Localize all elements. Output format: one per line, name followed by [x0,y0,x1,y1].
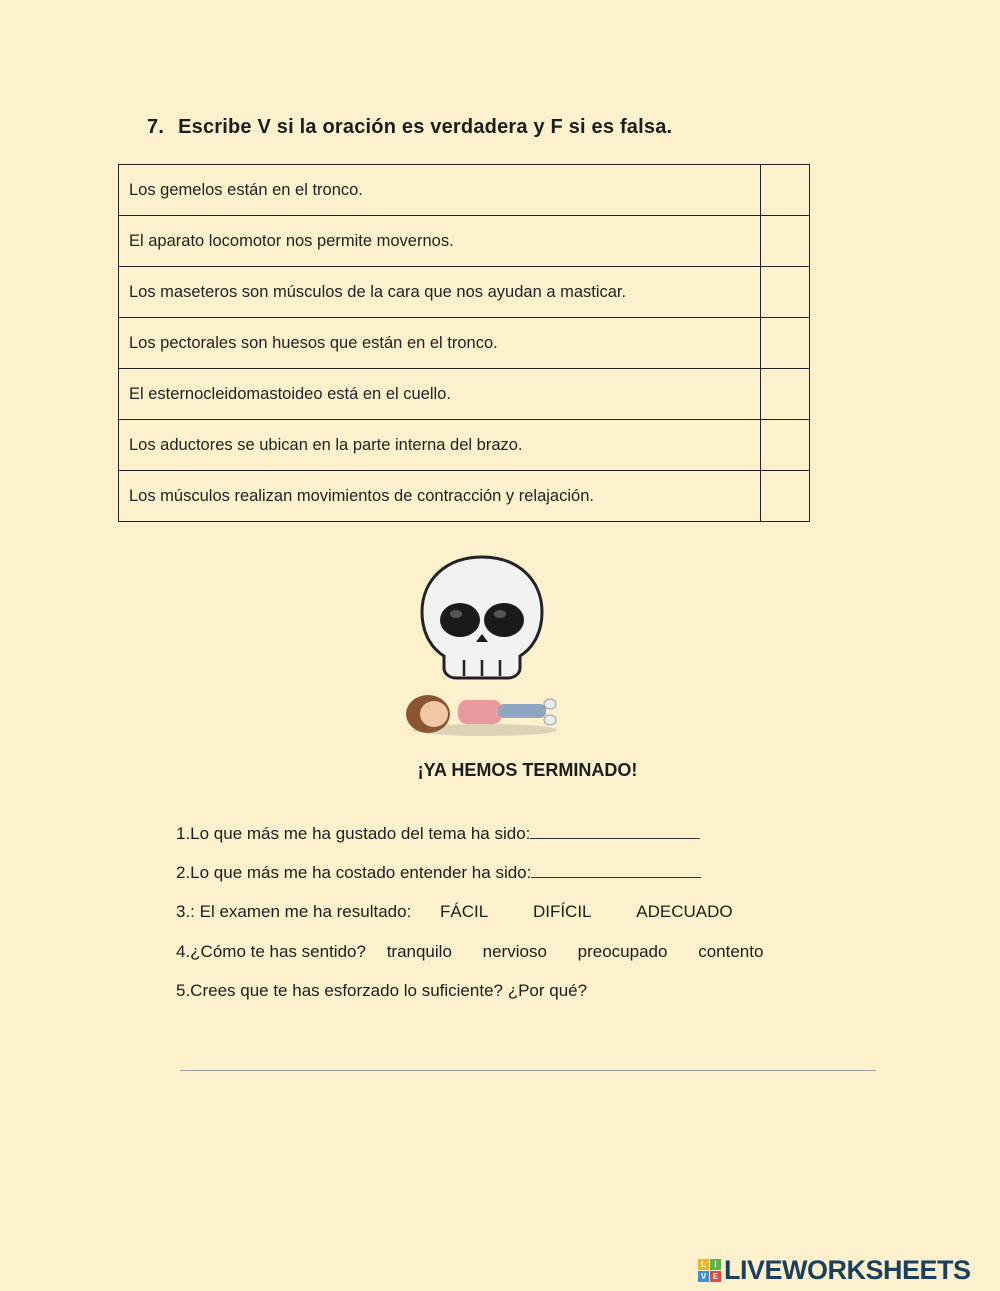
answer-input[interactable] [761,420,813,470]
table-row [119,267,810,318]
table-row [119,165,810,216]
question-5-label: 5.Crees que te has esforzado lo suficiente? ¿Por qué? [176,981,588,1000]
fainted-girl-icon [406,695,557,736]
statement-text: Los aductores se ubican en la parte interna del brazo. [119,420,761,471]
exercise-number: 7. [147,116,165,138]
answer-input[interactable] [761,267,813,317]
option-preocupado[interactable]: preocupado [577,942,668,961]
statement-text: Los pectorales son huesos que están en el tronco. [119,318,761,369]
logo-letter: E [710,1271,721,1282]
statement-text: El esternocleidomastoideo está en el cuello. [119,369,761,420]
skull-icon [422,557,542,678]
table-row [119,369,810,420]
option-contento[interactable]: contento [698,942,764,961]
option-nervioso[interactable]: nervioso [482,942,547,961]
logo-icon [698,1259,721,1282]
table-row [119,420,810,471]
statement-text: Los maseteros son músculos de la cara que nos ayudan a masticar. [119,267,761,318]
option-tranquilo[interactable]: tranquilo [386,942,452,961]
answer-cell[interactable] [761,369,810,420]
logo-letter: I [710,1259,721,1270]
answer-input[interactable] [761,318,813,368]
skull-and-fainted-girl-illustration [400,552,570,752]
logo-wordmark: LIVEWORKSHEETS [724,1254,971,1285]
statement-text: El aparato locomotor nos permite movernos. [119,216,761,267]
question-2 [176,863,701,883]
table-row [119,471,810,522]
question-3 [176,902,733,922]
question-1 [176,824,700,844]
exercise-instruction: Escribe V si la oración es verdadera y F si es falsa. [178,116,673,138]
answer-cell[interactable] [761,420,810,471]
answer-input[interactable] [761,165,813,215]
question-4-label: 4.¿Cómo te has sentido? [176,942,366,961]
answer-input[interactable] [761,471,813,521]
answer-input[interactable] [761,369,813,419]
question-3-label: 3.: El examen me ha resultado: [176,902,412,921]
question-5-answer-line[interactable] [180,1070,876,1071]
exercise-7-title [147,116,672,139]
table-row [119,318,810,369]
statement-text: Los gemelos están en el tronco. [119,165,761,216]
finished-title: ¡YA HEMOS TERMINADO! [417,760,638,780]
question-2-label: 2.Lo que más me ha costado entender ha sido: [176,863,532,882]
logo-letter: L [698,1259,709,1270]
question-4 [176,942,763,962]
logo-letter: V [698,1271,709,1282]
statement-text: Los músculos realizan movimientos de contracción y relajación. [119,471,761,522]
question-1-blank[interactable] [530,836,700,839]
answer-cell[interactable] [761,216,810,267]
answer-cell[interactable] [761,267,810,318]
option-dificil[interactable]: DIFÍCIL [532,902,592,921]
option-facil[interactable]: FÁCIL [440,902,489,921]
answer-cell[interactable] [761,471,810,522]
answer-cell[interactable] [761,165,810,216]
question-5 [176,981,587,1001]
option-adecuado[interactable]: ADECUADO [636,902,733,921]
true-false-table [118,164,810,522]
question-2-blank[interactable] [531,875,701,878]
answer-input[interactable] [761,216,813,266]
liveworksheets-logo [698,1254,971,1286]
answer-cell[interactable] [761,318,810,369]
table-row [119,216,810,267]
question-1-label: 1.Lo que más me ha gustado del tema ha sido: [176,824,531,843]
